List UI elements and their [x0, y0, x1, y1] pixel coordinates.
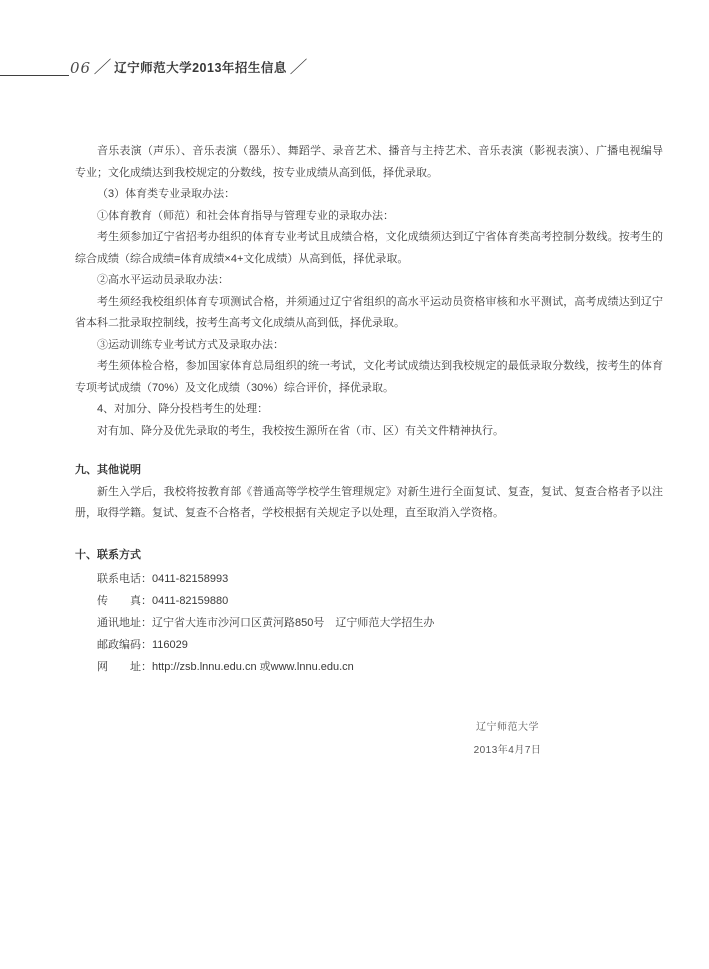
contact-phone: 联系电话：0411-82158993: [97, 573, 229, 585]
document-title: 辽宁师范大学2013年招生信息: [114, 61, 287, 75]
paragraph: 对有加、降分及优先录取的考生，我校按生源所在省（市、区）有关文件精神执行。: [97, 424, 504, 437]
section-heading-contact: 十、联系方式: [75, 548, 141, 561]
page-number: 06: [70, 59, 92, 77]
paragraph: ①体育教育（师范）和社会体育指导与管理专业的录取办法：: [97, 209, 394, 222]
document-body: [75, 141, 663, 678]
contact-info: [75, 568, 663, 678]
paragraph: ②高水平运动员录取办法：: [97, 274, 229, 286]
paragraph: 考生须经我校组织体育专项测试合格，并须通过辽宁省组织的高水平运动员资格审核和水平测试，高考成绩达到辽宁省本科二批录取控制线，按考生高考文化成绩从高到低，择优录取。: [75, 295, 663, 329]
page-header: [70, 57, 308, 77]
paragraph: 考生须参加辽宁省招考办组织的体育专业考试且成绩合格，文化成绩须达到辽宁省体育类高考控制分数线。按考生的综合成绩（综合成绩=体育成绩×4+文化成绩）从高到低，择优录取。: [75, 231, 663, 265]
paragraph: （3）体育类专业录取办法：: [97, 188, 236, 200]
header-rule-line: [0, 75, 69, 76]
signature-block: [400, 716, 615, 762]
signature-date: 2013年4月7日: [473, 745, 542, 756]
slash-divider-icon: ／: [93, 58, 112, 77]
contact-postcode: 邮政编码：116029: [97, 639, 188, 651]
paragraph: 4、对加分、降分投档考生的处理：: [97, 403, 269, 415]
paragraph: ③运动训练专业考试方式及录取办法：: [97, 338, 284, 351]
paragraph: 考生须体检合格，参加国家体育总局组织的统一考试，文化考试成绩达到我校规定的最低录取分数线，按考生的体育专项考试成绩（70%）及文化成绩（30%）综合评价，择优录取。: [75, 360, 663, 394]
section-heading-other-notes: 九、其他说明: [75, 464, 141, 476]
paragraph: 音乐表演（声乐）、音乐表演（器乐）、舞蹈学、录音艺术、播音与主持艺术、音乐表演（影视表演）、广播电视编导专业；文化成绩达到我校规定的分数线，按专业成绩从高到低，择优录取。: [75, 145, 663, 179]
signature-name: 辽宁师范大学: [476, 722, 539, 733]
contact-address: 通讯地址：辽宁省大连市沙河口区黄河路850号 辽宁师范大学招生办: [97, 617, 435, 629]
slash-divider-icon: ／: [289, 58, 308, 77]
paragraph: 新生入学后，我校将按教育部《普通高等学校学生管理规定》对新生进行全面复试、复查，复试、复查合格者予以注册，取得学籍。复试、复查不合格者，学校根据有关规定予以处理，直至取消入学资格。: [75, 485, 663, 519]
contact-fax: 传 真：0411-82159880: [97, 595, 229, 607]
contact-website: 网 址：http://zsb.lnnu.edu.cn 或www.lnnu.edu.cn: [97, 661, 354, 673]
